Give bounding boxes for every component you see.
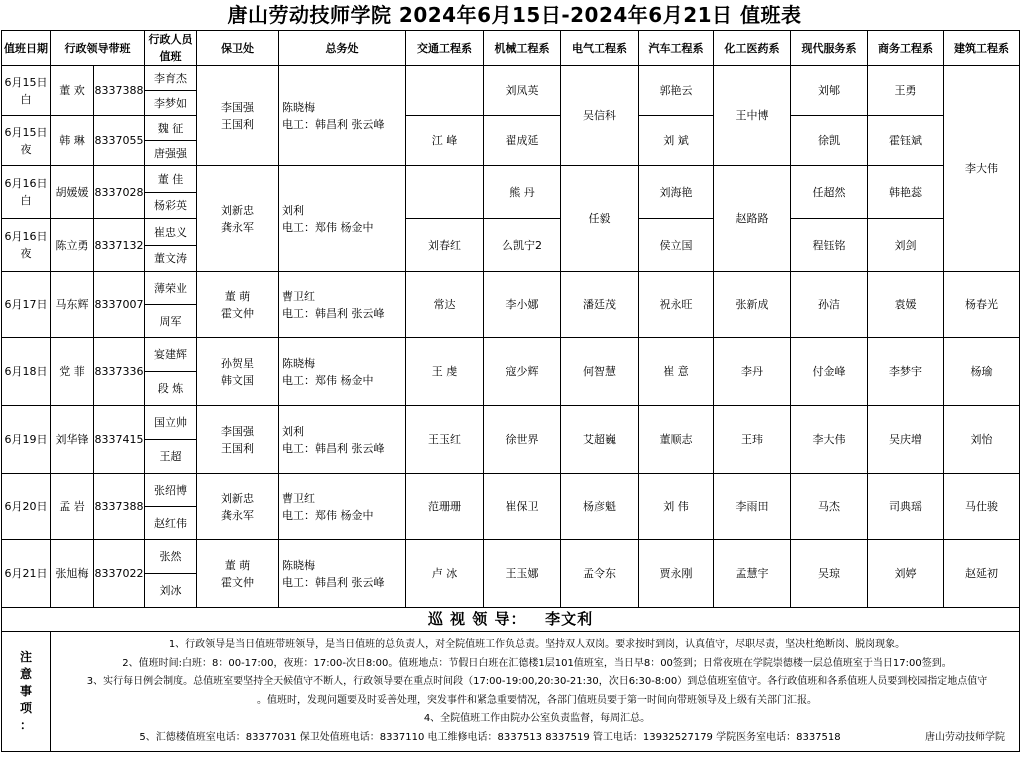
jianzhu-cell: 马仕骏 (944, 474, 1020, 540)
staff-cell: 魏 征 (145, 116, 197, 141)
phone-cell: 8337022 (94, 540, 145, 608)
security-cell: 李国强 王国利 (197, 66, 279, 166)
shangwu-cell: 刘剑 (868, 219, 944, 272)
leader-cell: 董 欢 (51, 66, 94, 116)
date-cell: 6月15日 白 (2, 66, 51, 116)
general-cell: 曹卫红 电工：韩昌利 张云峰 (279, 272, 406, 338)
jianzhu-cell: 杨瑜 (944, 338, 1020, 406)
huagong-cell: 孟慧宇 (714, 540, 791, 608)
shangwu-cell: 李梦宇 (868, 338, 944, 406)
staff-cell: 杨彩英 (145, 193, 197, 219)
dianqi-cell: 杨彦魁 (561, 474, 639, 540)
staff-cell: 董 佳 (145, 166, 197, 193)
jixie-cell: 刘凤英 (484, 66, 561, 116)
jixie-cell: 寇少辉 (484, 338, 561, 406)
phone-cell: 8337132 (94, 219, 145, 272)
shangwu-cell: 霍钰斌 (868, 116, 944, 166)
staff-cell: 国立帅 (145, 406, 197, 440)
note-item: 2、值班时间:白班：8：00-17:00，夜班：17:00-次日8:00。值班地点：节假日白班在汇德楼1层101值班室，当日早8：00签到；日常夜班在学院崇德楼一层总值班室于当日17:00签到。 (122, 657, 952, 669)
header-qiche: 汽车工程系 (639, 31, 714, 66)
general-cell: 刘利 电工：郑伟 杨金中 (279, 166, 406, 272)
leader-cell: 张旭梅 (51, 540, 94, 608)
table-row (2, 66, 1020, 91)
qiche-cell: 祝永旺 (639, 272, 714, 338)
security-cell: 董 萌 霍文仲 (197, 272, 279, 338)
shangwu-cell: 韩艳蕊 (868, 166, 944, 219)
security-cell: 孙贺星 韩文国 (197, 338, 279, 406)
header-date: 值班日期 (2, 31, 51, 66)
phone-cell: 8337055 (94, 116, 145, 166)
general-cell: 陈晓梅 电工：郑伟 杨金中 (279, 338, 406, 406)
date-cell: 6月20日 (2, 474, 51, 540)
huagong-cell: 张新成 (714, 272, 791, 338)
phone-cell: 8337415 (94, 406, 145, 474)
table-row (2, 540, 1020, 574)
security-cell: 董 萌 霍文仲 (197, 540, 279, 608)
shangwu-cell: 刘婷 (868, 540, 944, 608)
patrol-row (2, 608, 1020, 632)
date-cell: 6月17日 (2, 272, 51, 338)
huagong-cell: 赵路路 (714, 166, 791, 272)
staff-cell: 王超 (145, 440, 197, 474)
header-huagong: 化工医药系 (714, 31, 791, 66)
staff-cell: 崔忠义 (145, 219, 197, 246)
general-cell: 曹卫红 电工：郑伟 杨金中 (279, 474, 406, 540)
school-signature: 唐山劳动技师学院 (925, 731, 1005, 743)
phone-cell: 8337388 (94, 66, 145, 116)
jixie-cell: 翟成延 (484, 116, 561, 166)
dianqi-cell: 潘廷茂 (561, 272, 639, 338)
dianqi-cell: 艾超巍 (561, 406, 639, 474)
leader-cell: 马东辉 (51, 272, 94, 338)
date-cell: 6月21日 (2, 540, 51, 608)
huagong-cell: 王玮 (714, 406, 791, 474)
staff-cell: 宴建辉 (145, 338, 197, 372)
date-cell: 6月15日 夜 (2, 116, 51, 166)
qiche-cell: 贾永刚 (639, 540, 714, 608)
shangwu-cell: 袁媛 (868, 272, 944, 338)
jixie-cell: 王玉娜 (484, 540, 561, 608)
duty-table (1, 30, 1020, 752)
phone-cell: 8337336 (94, 338, 145, 406)
xiandai-cell: 付金峰 (791, 338, 868, 406)
jiaotong-cell: 常达 (406, 272, 484, 338)
jixie-cell: 么凯宁2 (484, 219, 561, 272)
qiche-cell: 刘 斌 (639, 116, 714, 166)
table-row (2, 166, 1020, 193)
note-item (51, 729, 1019, 748)
table-row (2, 338, 1020, 372)
jianzhu-cell: 刘怡 (944, 406, 1020, 474)
staff-cell: 董文涛 (145, 246, 197, 272)
header-jixie: 机械工程系 (484, 31, 561, 66)
xiandai-cell: 马杰 (791, 474, 868, 540)
general-cell: 陈晓梅 电工：韩昌利 张云峰 (279, 66, 406, 166)
patrol-label: 巡 视 领 导： (427, 610, 527, 628)
xiandai-cell: 任超然 (791, 166, 868, 219)
jiaotong-cell: 范珊珊 (406, 474, 484, 540)
jianzhu-cell: 赵延初 (944, 540, 1020, 608)
security-cell: 李国强 王国利 (197, 406, 279, 474)
qiche-cell: 董顺志 (639, 406, 714, 474)
qiche-cell: 郭艳云 (639, 66, 714, 116)
general-cell: 陈晓梅 电工：韩昌利 张云峰 (279, 540, 406, 608)
jiaotong-cell (406, 66, 484, 116)
jixie-cell: 崔保卫 (484, 474, 561, 540)
leader-cell: 韩 琳 (51, 116, 94, 166)
staff-cell: 张绍博 (145, 474, 197, 507)
table-row (2, 474, 1020, 507)
date-cell: 6月16日 夜 (2, 219, 51, 272)
jiaotong-cell (406, 166, 484, 219)
header-shangwu: 商务工程系 (868, 31, 944, 66)
note-phones: 5、汇德楼值班室电话：83377031 保卫处值班电话：8337110 电工维修电话：8337513 8337519 管工电话：13932527179 学院医务室电话：8337518 (139, 731, 841, 743)
leader-cell: 刘华锋 (51, 406, 94, 474)
header-xiandai: 现代服务系 (791, 31, 868, 66)
page-title: 唐山劳动技师学院 2024年6月15日-2024年6月21日 值班表 (227, 3, 802, 27)
note-item: 。值班时，发现问题要及时妥善处理，突发事件和紧急重要情况，各部门值班员要于第一时间向带班领导及上级有关部门汇报。 (257, 694, 817, 706)
staff-cell: 段 炼 (145, 372, 197, 406)
leader-cell: 孟 岩 (51, 474, 94, 540)
staff-cell: 赵红伟 (145, 507, 197, 540)
shangwu-cell: 王勇 (868, 66, 944, 116)
huagong-cell: 王中博 (714, 66, 791, 166)
security-cell: 刘新忠 龚永军 (197, 474, 279, 540)
patrol-name: 李文利 (545, 610, 594, 628)
notes-row (2, 632, 1020, 752)
header-general: 总务处 (279, 31, 406, 66)
leader-cell: 陈立勇 (51, 219, 94, 272)
general-cell: 刘利 电工：韩昌利 张云峰 (279, 406, 406, 474)
phone-cell: 8337028 (94, 166, 145, 219)
notes-content (51, 632, 1020, 752)
xiandai-cell: 徐凯 (791, 116, 868, 166)
staff-cell: 唐强强 (145, 141, 197, 166)
jixie-cell: 徐世界 (484, 406, 561, 474)
notes-label: 注 意 事 项 ： (2, 632, 51, 752)
staff-cell: 李梦如 (145, 91, 197, 116)
table-row (2, 406, 1020, 440)
jianzhu-cell: 杨春光 (944, 272, 1020, 338)
dianqi-cell: 孟令东 (561, 540, 639, 608)
huagong-cell: 李丹 (714, 338, 791, 406)
qiche-cell: 崔 意 (639, 338, 714, 406)
dianqi-cell: 何智慧 (561, 338, 639, 406)
xiandai-cell: 程钰铭 (791, 219, 868, 272)
header-dianqi: 电气工程系 (561, 31, 639, 66)
jixie-cell: 熊 丹 (484, 166, 561, 219)
table-row (2, 272, 1020, 305)
header-staff: 行政人员 值班 (145, 31, 197, 66)
xiandai-cell: 李大伟 (791, 406, 868, 474)
huagong-cell: 李雨田 (714, 474, 791, 540)
jiaotong-cell: 江 峰 (406, 116, 484, 166)
xiandai-cell: 孙洁 (791, 272, 868, 338)
header-security: 保卫处 (197, 31, 279, 66)
header-jiaotong: 交通工程系 (406, 31, 484, 66)
table-row (2, 116, 1020, 141)
note-item: 1、行政领导是当日值班带班领导，是当日值班的总负责人，对全院值班工作负总责。坚持双人双岗。要求按时到岗，认真值守，尽职尽责，坚决杜绝断岗、脱岗现象。 (168, 639, 906, 650)
staff-cell: 周军 (145, 305, 197, 338)
note-item: 3、实行每日例会制度。总值班室要坚持全天候值守不断人，行政领导要在重点时间段（17:00-19:00,20:30-21:30，次日6:30-8:00）到总值班室值守。各行政值班和各系值班人员要到校园指定地点值守 (86, 676, 988, 687)
shangwu-cell: 司典瑶 (868, 474, 944, 540)
jiaotong-cell: 卢 冰 (406, 540, 484, 608)
phone-cell: 8337388 (94, 474, 145, 540)
qiche-cell: 刘 伟 (639, 474, 714, 540)
jianzhu-cell: 李大伟 (944, 66, 1020, 272)
staff-cell: 张然 (145, 540, 197, 574)
jiaotong-cell: 刘春红 (406, 219, 484, 272)
patrol-leader (2, 608, 1020, 632)
dianqi-cell: 吴信科 (561, 66, 639, 166)
phone-cell: 8337007 (94, 272, 145, 338)
staff-cell: 刘冰 (145, 574, 197, 608)
table-row (2, 219, 1020, 246)
dianqi-cell: 任毅 (561, 166, 639, 272)
note-item: 4、全院值班工作由院办公室负责监督，每周汇总。 (423, 713, 651, 724)
date-cell: 6月16日 白 (2, 166, 51, 219)
date-cell: 6月18日 (2, 338, 51, 406)
date-cell: 6月19日 (2, 406, 51, 474)
staff-cell: 李育杰 (145, 66, 197, 91)
qiche-cell: 侯立国 (639, 219, 714, 272)
xiandai-cell: 吴琼 (791, 540, 868, 608)
leader-cell: 胡媛媛 (51, 166, 94, 219)
header-row (2, 31, 1020, 66)
qiche-cell: 刘海艳 (639, 166, 714, 219)
staff-cell: 薄荣业 (145, 272, 197, 305)
security-cell: 刘新忠 龚永军 (197, 166, 279, 272)
leader-cell: 党 菲 (51, 338, 94, 406)
jiaotong-cell: 王玉红 (406, 406, 484, 474)
jixie-cell: 李小娜 (484, 272, 561, 338)
header-leader: 行政领导带班 (51, 31, 145, 66)
header-jianzhu: 建筑工程系 (944, 31, 1020, 66)
xiandai-cell: 刘郇 (791, 66, 868, 116)
jiaotong-cell: 王 虔 (406, 338, 484, 406)
shangwu-cell: 吴庆增 (868, 406, 944, 474)
